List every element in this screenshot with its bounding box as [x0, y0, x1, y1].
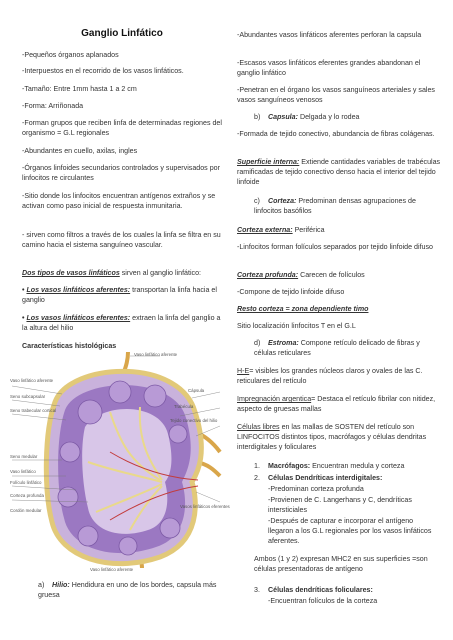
left-p8: -Sitio donde los linfocitos encuentran antígenos extraños y se activan como paso inicial de respuesta inmunitaria.: [22, 192, 216, 210]
l1-text: Encuentran medula y corteza: [310, 462, 405, 470]
imp-text: = Destaca el retículo fibrilar con nitidez, aspecto de gruesas mallas: [237, 395, 436, 413]
hilio-num: a): [38, 581, 45, 589]
follicle: [60, 442, 80, 462]
corteza-item: [254, 196, 440, 216]
follicle: [78, 526, 98, 546]
cor-text: Predominan densas agrupaciones de linfocitos basófilos: [254, 197, 416, 215]
right-r6: -Compone de tejido linfoide difuso: [237, 288, 345, 296]
hilio-text: Hendidura en uno de los bordes, capsula más gruesa: [38, 581, 217, 599]
he-item: [237, 366, 441, 386]
l3-num: 3.: [254, 586, 260, 594]
ext-label: Corteza externa:: [237, 226, 293, 234]
right-r4: -Formada de tejido conectivo, abundancia de fibras colágenas.: [237, 130, 435, 138]
hilio-label: Hilio:: [52, 581, 70, 589]
label-aff-top: Vaso linfático aferente: [134, 352, 178, 357]
left-p1: -Pequeños órganos aplanados: [22, 51, 119, 59]
right-r2: -Escasos vasos linfáticos eferentes grandes abandonan el ganglio linfático: [237, 59, 421, 77]
cor-label: Corteza:: [268, 197, 297, 205]
l3-a: -Encuentran folículos de la corteza: [268, 597, 378, 605]
label-tejido: Tejido conectivo del hilio: [170, 418, 218, 423]
lymph-node-diagram: [10, 352, 230, 572]
he-label: H-E: [237, 367, 250, 375]
l2-b: -Provienen de C. Langerhans y C, dendríticas intersticiales: [268, 496, 412, 514]
capsula-item: [254, 112, 440, 122]
label-vaso-sanguineo: Vaso linfático: [10, 469, 36, 474]
cap-text: Delgada y lo rodea: [297, 113, 360, 121]
follicle: [78, 400, 102, 424]
l2-num: 2.: [254, 474, 260, 482]
label-foliculo: Folículo linfático: [10, 480, 42, 485]
leader-line: [12, 386, 62, 394]
list-item-foliculares: [254, 585, 440, 595]
aff-text: transportan la linfa hacia el ganglio: [22, 286, 217, 304]
label-seno-subcapsular: Seno subcapsular: [10, 394, 46, 399]
superficie-item: [237, 157, 441, 187]
l1-label: Macrófagos:: [268, 462, 311, 470]
l3-label: Células dendríticas foliculares:: [268, 586, 373, 594]
cor-num: c): [254, 197, 260, 205]
label-seno-trabecular: Seno trabecular cortical: [10, 408, 57, 413]
cel-text: en las mallas de SOSTEN del retículo son LINFOCITOS distintos tipos, macrófagos y células dendritas interdigitales y foliculares: [237, 423, 427, 451]
follicle: [169, 425, 187, 443]
follicle: [109, 381, 131, 403]
cel-label: Células libres: [237, 423, 280, 431]
left-p3: -Tamaño: Entre 1mm hasta 1 a 2 cm: [22, 85, 137, 93]
hilio-item: [38, 580, 222, 600]
list-item-dendriticas: [254, 473, 440, 483]
follicle: [144, 385, 166, 407]
follicle: [119, 537, 137, 555]
left-p2: -Interpuestos en el recorrido de los vasos linfáticos.: [22, 67, 184, 75]
hist-title: Características histológicas: [22, 342, 117, 350]
label-corteza: Corteza profunda: [10, 493, 44, 498]
ambos-note: Ambos (1 y 2) expresan MHC2 en sus superficies =son células presentadoras de antígeno: [254, 555, 428, 573]
vasos-heading: [22, 268, 222, 278]
imp-label: Impregnación argentica: [237, 395, 312, 403]
lymph-node-illustration: [10, 352, 230, 572]
l2-a: -Predominan corteza profunda: [268, 485, 364, 493]
eff-text: extraen la linfa del ganglio a la altura del hilio: [22, 314, 221, 332]
right-r3: -Penetran en el órgano los vasos sanguíneos arteriales y sales vasos sanguíneos venosos: [237, 86, 435, 104]
page-title: Ganglio Linfático: [81, 28, 163, 39]
bullet: •: [22, 314, 27, 322]
impregnacion-item: [237, 394, 441, 414]
vasos-title: Dos tipos de vasos linfáticos: [22, 269, 120, 277]
left-p4: -Forma: Arriñonada: [22, 102, 84, 110]
resto-corteza: Resto corteza = zona dependiente timo: [237, 305, 369, 313]
l2-c: -Después de capturar e incorporar el antígeno llegaron a los G.L regionales por los vasos linfáticos aferentes.: [268, 517, 432, 545]
label-vaso-aff-left: Vaso linfático aferente: [10, 378, 54, 383]
sup-label: Superficie interna:: [237, 158, 300, 166]
celulas-libres-item: [237, 422, 441, 452]
bullet: •: [22, 286, 27, 294]
aff-label: Los vasos linfáticos aferentes:: [26, 286, 131, 294]
left-p9: - sirven como filtros a través de los cuales la linfa se filtra en su camino hacia el sistema sanguíneo vascular.: [22, 231, 221, 249]
est-label: Estroma:: [268, 339, 299, 347]
list-item-macrofagos: [254, 461, 440, 471]
label-capsula: Cápsula: [188, 388, 205, 393]
right-r7: Sitio localización linfocitos T en el G.L: [237, 322, 356, 330]
label-cordon: Cordón medular: [10, 508, 42, 513]
l2-label: Células Dendríticas interdigitales:: [268, 474, 383, 482]
label-vasos-eff: Vasos linfáticos eferentes: [180, 504, 230, 509]
right-r1: -Abundantes vasos linfáticos aferentes perforan la capsula: [237, 31, 422, 39]
sup-text: Extiende cantidades variables de trabéculas ramificadas de tejido conectivo denso hacia el interior del tejido linfoide: [237, 158, 441, 186]
est-text: Compone retículo delicado de fibras y células reticulares: [254, 339, 420, 357]
corteza-profunda: [237, 270, 441, 280]
left-p7: -Órganos linfoides secundarios controlados y supervisados por linfocitos re circulantes: [22, 164, 220, 182]
estroma-item: [254, 338, 440, 358]
right-r5: -Linfocitos forman folículos separados por tejido linfoide difuso: [237, 243, 433, 251]
corteza-externa: [237, 225, 441, 235]
ext-text: Periférica: [292, 226, 325, 234]
vasos-rest: sirven al ganglio linfático:: [119, 269, 201, 277]
label-aff-bottom: Vaso linfático aferente: [90, 567, 134, 572]
aff-item: [22, 285, 222, 305]
he-text: = visibles los grandes núcleos claros y ovales de las C. reticulares del retículo: [237, 367, 423, 385]
prof-text: Carecen de folículos: [298, 271, 365, 279]
follicle: [160, 518, 180, 538]
cap-num: b): [254, 113, 261, 121]
leader-line: [196, 492, 220, 502]
left-p5: -Forman grupos que reciben linfa de determinadas regiones del organismo = G.L regionales: [22, 119, 222, 137]
est-num: d): [254, 339, 261, 347]
cap-label: Capsula:: [268, 113, 298, 121]
left-p6: -Abundantes en cuello, axilas, ingles: [22, 147, 138, 155]
prof-label: Corteza profunda:: [237, 271, 299, 279]
eff-item: [22, 313, 222, 333]
l1-num: 1.: [254, 462, 260, 470]
label-seno-medular: Seno medular: [10, 454, 38, 459]
eff-label: Los vasos linfáticos eferentes:: [26, 314, 131, 322]
label-trabecula: Trabécula: [174, 404, 194, 409]
medulla: [82, 409, 171, 534]
